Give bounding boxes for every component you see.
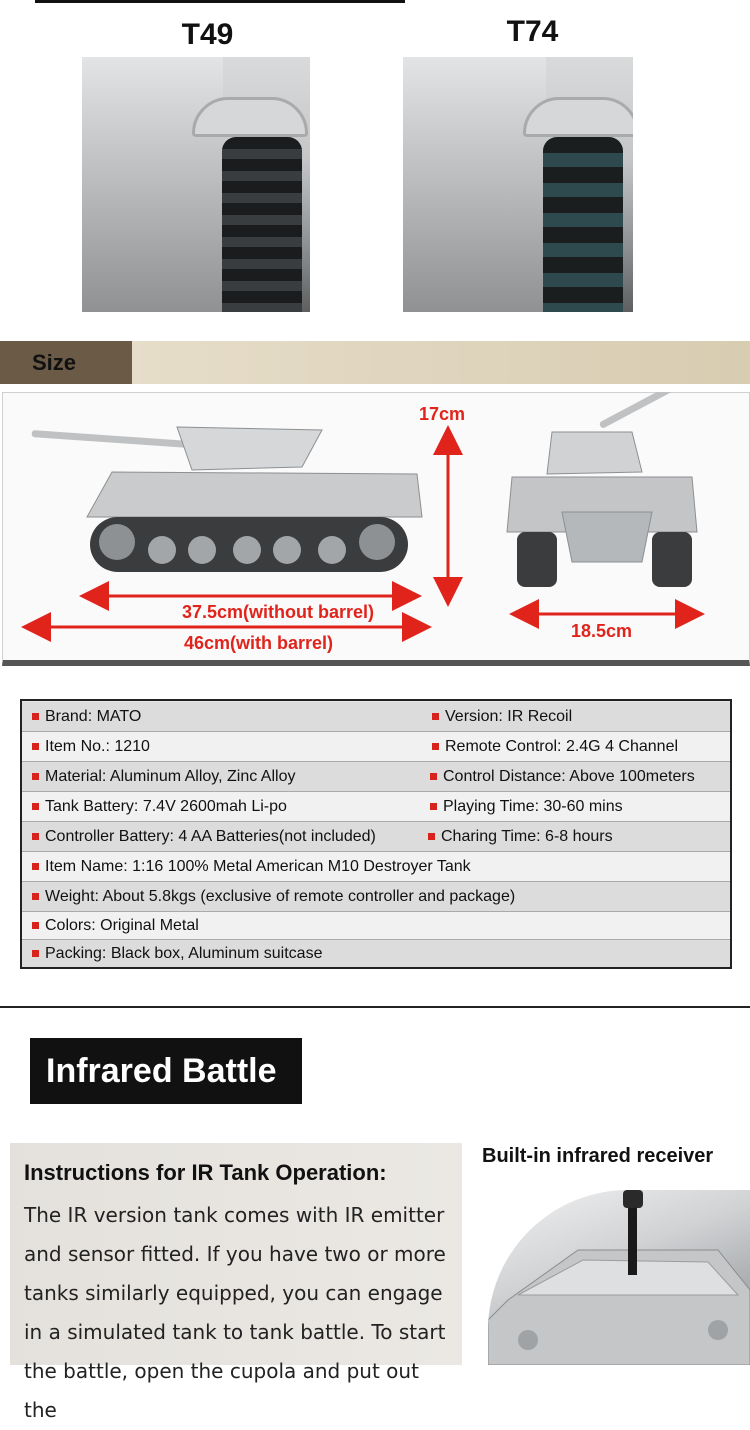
table-row — [22, 792, 730, 822]
infrared-title: Infrared Battle — [46, 1052, 277, 1090]
table-row — [22, 882, 730, 912]
track-label-t74: T74 — [506, 15, 559, 48]
tank-front-view — [507, 392, 726, 587]
table-row — [22, 762, 730, 792]
track-photo-t49 — [82, 57, 310, 312]
table-row — [22, 702, 730, 732]
spec-brand: Brand: MATO — [22, 702, 141, 731]
spec-version: Version: IR Recoil — [422, 702, 572, 731]
spec-item-name: Item Name: 1:16 100% Metal American M10 Destroyer Tank — [22, 852, 471, 881]
spec-control-distance: Control Distance: Above 100meters — [420, 762, 695, 791]
spec-item-no: Item No.: 1210 — [22, 732, 150, 761]
top-rule — [35, 0, 405, 3]
spec-material: Material: Aluminum Alloy, Zinc Alloy — [22, 762, 295, 791]
length-without-barrel-label: 37.5cm(without barrel) — [182, 602, 375, 622]
spec-colors: Colors: Original Metal — [22, 912, 199, 939]
spec-charging-time: Charing Time: 6-8 hours — [418, 822, 613, 851]
spec-packing: Packing: Black box, Aluminum suitcase — [22, 940, 322, 967]
track-label-t49: T49 — [181, 18, 234, 51]
infrared-receiver-photo — [488, 1190, 750, 1365]
spec-weight: Weight: About 5.8kgs (exclusive of remote controller and package) — [22, 882, 515, 911]
size-diagram-art — [2, 392, 748, 660]
track-photo-t74 — [403, 57, 633, 312]
height-label: 17cm — [419, 404, 466, 424]
tank-side-view — [32, 427, 422, 572]
table-row — [22, 822, 730, 852]
instructions-text: The IR version tank comes with IR emitter and sensor fitted. If you have two or more tanks similarly equipped, you can engage in a simulated tank to tank battle. To start the battle, open the cupola and put out the — [24, 1203, 446, 1422]
spec-remote-control: Remote Control: 2.4G 4 Channel — [422, 732, 678, 761]
spec-tank-battery: Tank Battery: 7.4V 2600mah Li-po — [22, 792, 287, 821]
width-label: 18.5cm — [571, 621, 633, 641]
receiver-label: Built-in infrared receiver — [482, 1145, 714, 1167]
table-row — [22, 732, 730, 762]
length-with-barrel-label: 46cm(with barrel) — [184, 633, 334, 653]
table-row — [22, 852, 730, 882]
section-divider — [0, 1006, 750, 1008]
spec-table — [20, 699, 732, 969]
table-row — [22, 940, 730, 967]
spec-controller-battery: Controller Battery: 4 AA Batteries(not included) — [22, 822, 376, 851]
instructions-heading: Instructions for IR Tank Operation: — [24, 1160, 387, 1185]
spec-playing-time: Playing Time: 30-60 mins — [420, 792, 623, 821]
size-title: Size — [32, 350, 77, 375]
table-row — [22, 912, 730, 940]
